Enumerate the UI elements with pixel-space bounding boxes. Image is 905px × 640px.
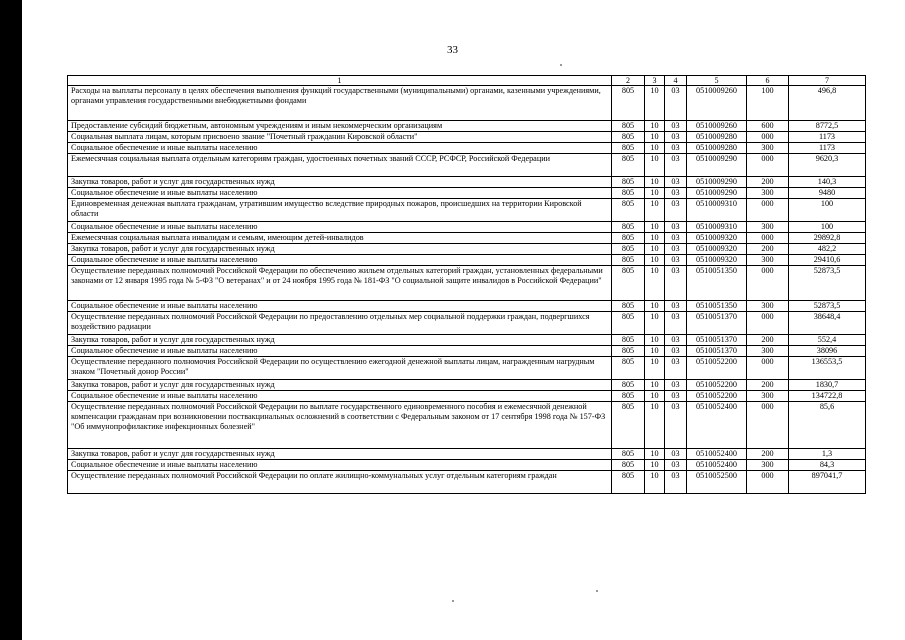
- row-subsection: 03: [665, 346, 687, 357]
- row-code: 805: [612, 346, 645, 357]
- row-target-article: 0510009310: [687, 199, 747, 222]
- row-target-article: 0510051370: [687, 312, 747, 335]
- row-description: Единовременная денежная выплата гражданам, утратившим имущество вследствие природных пожаров, происшедших на территории Кировской области: [68, 199, 612, 222]
- row-section: 10: [645, 86, 665, 121]
- row-target-article: 0510009290: [687, 154, 747, 177]
- row-section: 10: [645, 471, 665, 494]
- row-subsection: 03: [665, 312, 687, 335]
- row-description: Осуществление переданных полномочий Российской Федерации по оплате жилищно-коммунальных услуг отдельным категориям граждан: [68, 471, 612, 494]
- row-amount: 1830,7: [789, 380, 866, 391]
- scan-speck: [452, 600, 454, 602]
- row-description: Социальное обеспечение и иные выплаты населению: [68, 301, 612, 312]
- row-code: 805: [612, 86, 645, 121]
- row-description: Социальное обеспечение и иные выплаты населению: [68, 188, 612, 199]
- row-code: 805: [612, 121, 645, 132]
- row-description: Социальное обеспечение и иные выплаты населению: [68, 460, 612, 471]
- row-target-article: 0510009260: [687, 121, 747, 132]
- table-row: [68, 143, 866, 154]
- column-header: 2: [612, 76, 645, 86]
- row-amount: 52873,5: [789, 266, 866, 301]
- row-amount: 552,4: [789, 335, 866, 346]
- row-amount: 482,2: [789, 244, 866, 255]
- row-section: 10: [645, 391, 665, 402]
- row-amount: 29892,8: [789, 233, 866, 244]
- row-subsection: 03: [665, 460, 687, 471]
- row-target-article: 0510009320: [687, 255, 747, 266]
- row-expense-type: 000: [747, 357, 789, 380]
- row-description: Ежемесячная социальная выплата отдельным категориям граждан, удостоенных почетных званий СССР, РСФСР, Российской Федерации: [68, 154, 612, 177]
- row-amount: 29410,6: [789, 255, 866, 266]
- budget-table: [67, 75, 866, 494]
- row-section: 10: [645, 199, 665, 222]
- row-amount: 9620,3: [789, 154, 866, 177]
- page-number: 33: [447, 44, 458, 56]
- row-code: 805: [612, 143, 645, 154]
- row-amount: 1,3: [789, 449, 866, 460]
- row-subsection: 03: [665, 266, 687, 301]
- row-amount: 100: [789, 199, 866, 222]
- row-section: 10: [645, 222, 665, 233]
- row-amount: 85,6: [789, 402, 866, 449]
- row-code: 805: [612, 266, 645, 301]
- row-amount: 496,8: [789, 86, 866, 121]
- row-subsection: 03: [665, 121, 687, 132]
- row-subsection: 03: [665, 391, 687, 402]
- table-row: [68, 346, 866, 357]
- row-description: Закупка товаров, работ и услуг для государственных нужд: [68, 449, 612, 460]
- row-section: 10: [645, 132, 665, 143]
- row-expense-type: 300: [747, 255, 789, 266]
- row-section: 10: [645, 301, 665, 312]
- row-amount: 8772,5: [789, 121, 866, 132]
- row-section: 10: [645, 335, 665, 346]
- row-description: Ежемесячная социальная выплата инвалидам и семьям, имеющим детей-инвалидов: [68, 233, 612, 244]
- table-row: [68, 449, 866, 460]
- row-target-article: 0510051350: [687, 266, 747, 301]
- row-subsection: 03: [665, 357, 687, 380]
- table-row: [68, 402, 866, 449]
- row-target-article: 0510009280: [687, 143, 747, 154]
- table-row: [68, 244, 866, 255]
- table-row: [68, 188, 866, 199]
- column-header: 6: [747, 76, 789, 86]
- row-subsection: 03: [665, 335, 687, 346]
- table-row: [68, 301, 866, 312]
- row-target-article: 0510052400: [687, 402, 747, 449]
- row-section: 10: [645, 177, 665, 188]
- row-target-article: 0510009320: [687, 244, 747, 255]
- row-subsection: 03: [665, 255, 687, 266]
- table-row: [68, 266, 866, 301]
- row-section: 10: [645, 346, 665, 357]
- row-target-article: 0510052200: [687, 391, 747, 402]
- row-target-article: 0510051370: [687, 335, 747, 346]
- row-code: 805: [612, 402, 645, 449]
- row-expense-type: 000: [747, 233, 789, 244]
- row-expense-type: 200: [747, 177, 789, 188]
- row-section: 10: [645, 143, 665, 154]
- row-section: 10: [645, 312, 665, 335]
- table-row: [68, 380, 866, 391]
- table-row: [68, 121, 866, 132]
- row-subsection: 03: [665, 301, 687, 312]
- row-expense-type: 000: [747, 312, 789, 335]
- row-target-article: 0510051370: [687, 346, 747, 357]
- row-amount: 140,3: [789, 177, 866, 188]
- row-target-article: 0510052400: [687, 449, 747, 460]
- row-subsection: 03: [665, 188, 687, 199]
- row-section: 10: [645, 402, 665, 449]
- row-expense-type: 300: [747, 301, 789, 312]
- row-subsection: 03: [665, 402, 687, 449]
- row-target-article: 0510009280: [687, 132, 747, 143]
- row-description: Социальное обеспечение и иные выплаты населению: [68, 391, 612, 402]
- row-code: 805: [612, 222, 645, 233]
- row-section: 10: [645, 154, 665, 177]
- table-header-row: [68, 76, 866, 86]
- row-subsection: 03: [665, 143, 687, 154]
- row-expense-type: 300: [747, 391, 789, 402]
- row-amount: 52873,5: [789, 301, 866, 312]
- row-expense-type: 000: [747, 402, 789, 449]
- row-subsection: 03: [665, 86, 687, 121]
- row-expense-type: 200: [747, 335, 789, 346]
- row-amount: 38096: [789, 346, 866, 357]
- row-description: Социальная выплата лицам, которым присвоено звание "Почетный гражданин Кировской области": [68, 132, 612, 143]
- row-description: Осуществление переданных полномочий Российской Федерации по обеспечению жильем отдельных категорий граждан, установленных федеральными законами от 12 января 1995 года № 5-ФЗ "О ветеранах" и от 24 ноября 1995 года № 181-ФЗ "О социальной защите инвалидов в Российской Федерации": [68, 266, 612, 301]
- row-description: Социальное обеспечение и иные выплаты населению: [68, 255, 612, 266]
- row-code: 805: [612, 335, 645, 346]
- row-target-article: 0510009310: [687, 222, 747, 233]
- row-target-article: 0510009290: [687, 177, 747, 188]
- row-description: Закупка товаров, работ и услуг для государственных нужд: [68, 380, 612, 391]
- column-header: 4: [665, 76, 687, 86]
- table-row: [68, 222, 866, 233]
- row-expense-type: 100: [747, 86, 789, 121]
- row-target-article: 0510009290: [687, 188, 747, 199]
- row-target-article: 0510052200: [687, 357, 747, 380]
- row-code: 805: [612, 391, 645, 402]
- row-expense-type: 300: [747, 460, 789, 471]
- column-header: 3: [645, 76, 665, 86]
- column-header: 5: [687, 76, 747, 86]
- row-code: 805: [612, 177, 645, 188]
- scan-edge: [0, 0, 22, 640]
- row-code: 805: [612, 132, 645, 143]
- row-code: 805: [612, 449, 645, 460]
- table-row: [68, 312, 866, 335]
- table-row: [68, 255, 866, 266]
- row-code: 805: [612, 233, 645, 244]
- row-code: 805: [612, 188, 645, 199]
- row-description: Осуществление переданного полномочия Российской Федерации по осуществлению ежегодной денежной выплаты лицам, награжденным нагрудным знаком "Почетный донор России": [68, 357, 612, 380]
- row-section: 10: [645, 188, 665, 199]
- table-row: [68, 132, 866, 143]
- row-code: 805: [612, 357, 645, 380]
- table-row: [68, 177, 866, 188]
- row-description: Предоставление субсидий бюджетным, автономным учреждениям и иным некоммерческим организациям: [68, 121, 612, 132]
- row-description: Осуществление переданных полномочий Российской Федерации по предоставлению отдельных мер социальной поддержки граждан, подвергшихся воздействию радиации: [68, 312, 612, 335]
- row-description: Осуществление переданных полномочий Российской Федерации по выплате государственного единовременного пособия и ежемесячной денежной компенсации гражданам при возникновении поствакцинальных осложнений в соответствии с Федеральным законом от 17 сентября 1998 года № 157-ФЗ "Об иммунопрофилактике инфекционных болезней": [68, 402, 612, 449]
- row-section: 10: [645, 266, 665, 301]
- row-amount: 84,3: [789, 460, 866, 471]
- table-row: [68, 86, 866, 121]
- row-section: 10: [645, 357, 665, 380]
- row-expense-type: 300: [747, 188, 789, 199]
- row-expense-type: 200: [747, 380, 789, 391]
- row-section: 10: [645, 449, 665, 460]
- row-description: Закупка товаров, работ и услуг для государственных нужд: [68, 244, 612, 255]
- row-code: 805: [612, 244, 645, 255]
- row-amount: 9480: [789, 188, 866, 199]
- row-expense-type: 200: [747, 449, 789, 460]
- scan-speck: [596, 590, 598, 592]
- row-section: 10: [645, 244, 665, 255]
- row-subsection: 03: [665, 132, 687, 143]
- row-code: 805: [612, 255, 645, 266]
- row-code: 805: [612, 154, 645, 177]
- scan-speck: [560, 64, 562, 66]
- row-target-article: 0510009320: [687, 233, 747, 244]
- row-description: Закупка товаров, работ и услуг для государственных нужд: [68, 177, 612, 188]
- table-row: [68, 391, 866, 402]
- row-section: 10: [645, 380, 665, 391]
- table-row: [68, 357, 866, 380]
- row-subsection: 03: [665, 449, 687, 460]
- row-expense-type: 000: [747, 471, 789, 494]
- row-code: 805: [612, 199, 645, 222]
- row-code: 805: [612, 380, 645, 391]
- row-expense-type: 300: [747, 346, 789, 357]
- row-subsection: 03: [665, 154, 687, 177]
- row-description: Закупка товаров, работ и услуг для государственных нужд: [68, 335, 612, 346]
- row-amount: 897041,7: [789, 471, 866, 494]
- row-code: 805: [612, 312, 645, 335]
- row-expense-type: 000: [747, 132, 789, 143]
- row-amount: 38648,4: [789, 312, 866, 335]
- row-section: 10: [645, 460, 665, 471]
- column-header: 1: [68, 76, 612, 86]
- row-target-article: 0510052400: [687, 460, 747, 471]
- row-description: Социальное обеспечение и иные выплаты населению: [68, 346, 612, 357]
- row-expense-type: 000: [747, 199, 789, 222]
- row-expense-type: 300: [747, 143, 789, 154]
- table-row: [68, 335, 866, 346]
- row-description: Социальное обеспечение и иные выплаты населению: [68, 143, 612, 154]
- row-amount: 136553,5: [789, 357, 866, 380]
- row-section: 10: [645, 255, 665, 266]
- row-section: 10: [645, 233, 665, 244]
- row-target-article: 0510052500: [687, 471, 747, 494]
- row-amount: 100: [789, 222, 866, 233]
- row-subsection: 03: [665, 233, 687, 244]
- table-row: [68, 471, 866, 494]
- row-subsection: 03: [665, 222, 687, 233]
- row-target-article: 0510051350: [687, 301, 747, 312]
- row-expense-type: 600: [747, 121, 789, 132]
- row-code: 805: [612, 460, 645, 471]
- row-subsection: 03: [665, 471, 687, 494]
- row-subsection: 03: [665, 380, 687, 391]
- row-subsection: 03: [665, 177, 687, 188]
- row-amount: 1173: [789, 132, 866, 143]
- row-code: 805: [612, 301, 645, 312]
- row-subsection: 03: [665, 244, 687, 255]
- row-expense-type: 300: [747, 222, 789, 233]
- table-row: [68, 154, 866, 177]
- row-section: 10: [645, 121, 665, 132]
- row-description: Расходы на выплаты персоналу в целях обеспечения выполнения функций государственными (муниципальными) органами, казенными учреждениями, органами управления государственными внебюджетными фондами: [68, 86, 612, 121]
- table-row: [68, 199, 866, 222]
- row-expense-type: 000: [747, 266, 789, 301]
- row-amount: 1173: [789, 143, 866, 154]
- row-description: Социальное обеспечение и иные выплаты населению: [68, 222, 612, 233]
- column-header: 7: [789, 76, 866, 86]
- row-code: 805: [612, 471, 645, 494]
- table-row: [68, 233, 866, 244]
- row-amount: 134722,8: [789, 391, 866, 402]
- row-target-article: 0510009260: [687, 86, 747, 121]
- row-subsection: 03: [665, 199, 687, 222]
- row-target-article: 0510052200: [687, 380, 747, 391]
- row-expense-type: 200: [747, 244, 789, 255]
- row-expense-type: 000: [747, 154, 789, 177]
- table-row: [68, 460, 866, 471]
